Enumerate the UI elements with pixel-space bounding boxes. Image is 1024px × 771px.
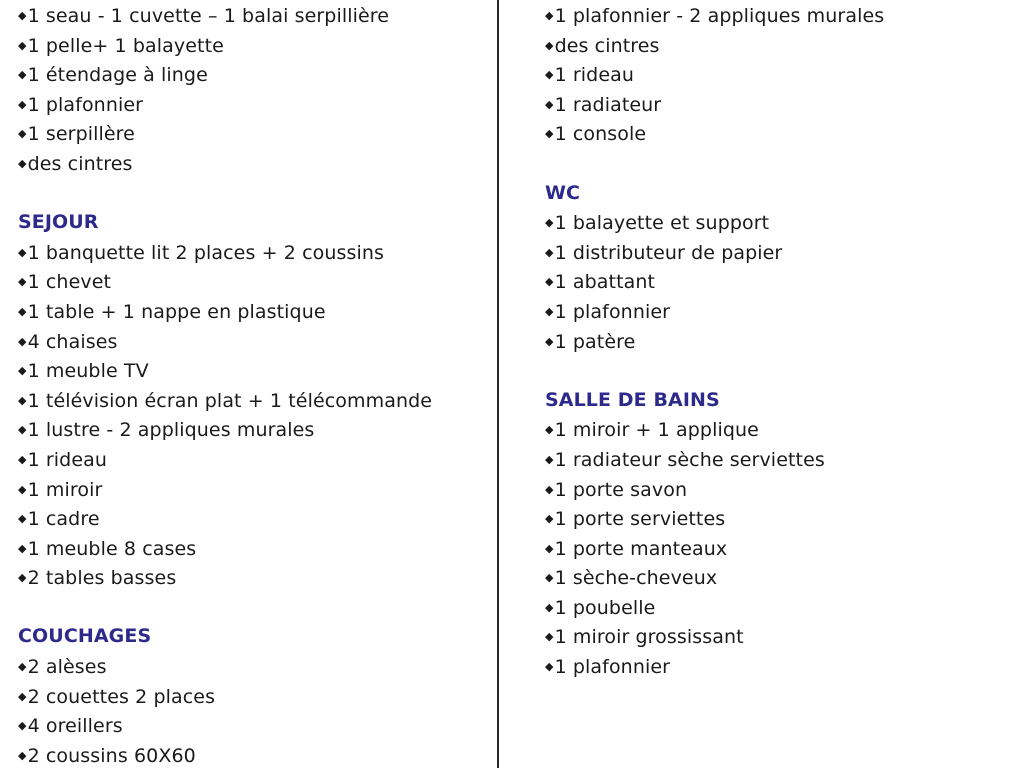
section-heading: SALLE DE BAINS [545, 388, 720, 411]
diamond-bullet-icon: ◆ [18, 364, 27, 378]
list-item [545, 119, 1015, 149]
list-item [545, 60, 1015, 90]
list-item-text: des cintres [554, 34, 660, 57]
list-item [18, 534, 488, 564]
diamond-bullet-icon: ◆ [18, 38, 27, 52]
list-item [18, 711, 488, 741]
list-item [18, 475, 488, 505]
list-item [18, 149, 488, 179]
list-item-text: 1 radiateur [554, 93, 662, 116]
list-item [545, 90, 1015, 120]
list-item-text: 1 distributeur de papier [554, 241, 783, 264]
list-item [545, 652, 1015, 682]
diamond-bullet-icon: ◆ [545, 482, 554, 496]
diamond-bullet-icon: ◆ [545, 600, 554, 614]
list-item-text: 1 radiateur sèche serviettes [554, 448, 825, 471]
list-item [545, 238, 1015, 268]
list-item-text: 2 couettes 2 places [27, 685, 216, 708]
list-item-text: 1 patère [554, 330, 636, 353]
diamond-bullet-icon: ◆ [545, 275, 554, 289]
list-item-text: 1 étendage à linge [27, 64, 208, 87]
list-item [18, 563, 488, 593]
list-item [545, 475, 1015, 505]
diamond-bullet-icon: ◆ [18, 719, 27, 733]
diamond-bullet-icon: ◆ [545, 334, 554, 348]
diamond-bullet-icon: ◆ [545, 127, 554, 141]
diamond-bullet-icon: ◆ [545, 571, 554, 585]
diamond-bullet-icon: ◆ [545, 541, 554, 555]
spacer [18, 179, 488, 209]
list-item [18, 652, 488, 682]
diamond-bullet-icon: ◆ [545, 216, 554, 230]
list-item-text: 1 lustre - 2 appliques murales [27, 419, 315, 442]
diamond-bullet-icon: ◆ [18, 541, 27, 555]
diamond-bullet-icon: ◆ [18, 156, 27, 170]
list-item [18, 327, 488, 357]
diamond-bullet-icon: ◆ [18, 660, 27, 674]
spacer [18, 593, 488, 623]
list-item-text: 1 abattant [554, 271, 656, 294]
list-item-text: 1 miroir [27, 478, 103, 501]
list-item-text: 1 rideau [554, 64, 635, 87]
diamond-bullet-icon: ◆ [18, 689, 27, 703]
column-divider [497, 0, 499, 768]
diamond-bullet-icon: ◆ [18, 748, 27, 762]
list-item [545, 622, 1015, 652]
diamond-bullet-icon: ◆ [18, 334, 27, 348]
list-item-text: 2 alèses [27, 656, 107, 679]
section-heading: SEJOUR [18, 211, 99, 234]
list-item-text: 1 plafonnier [554, 300, 671, 323]
diamond-bullet-icon: ◆ [18, 68, 27, 82]
list-item [545, 297, 1015, 327]
list-item [545, 445, 1015, 475]
list-item-text: 1 meuble TV [27, 360, 149, 383]
diamond-bullet-icon: ◆ [18, 304, 27, 318]
diamond-bullet-icon: ◆ [545, 630, 554, 644]
diamond-bullet-icon: ◆ [545, 245, 554, 259]
inventory-right-column [545, 1, 1015, 682]
list-item-text: des cintres [27, 152, 133, 175]
diamond-bullet-icon: ◆ [545, 68, 554, 82]
list-item [18, 356, 488, 386]
spacer [545, 356, 1015, 386]
list-item [18, 1, 488, 31]
list-item [18, 238, 488, 268]
list-item-text: 1 poubelle [554, 596, 656, 619]
list-item-text: 1 porte savon [554, 478, 688, 501]
list-item [18, 415, 488, 445]
list-item-text: 1 seau - 1 cuvette – 1 balai serpillière [27, 5, 390, 27]
list-item [545, 267, 1015, 297]
list-item-text: 1 porte manteaux [554, 537, 728, 560]
list-item [18, 31, 488, 61]
list-item-text: 1 console [554, 123, 647, 146]
list-item-text: 1 plafonnier - 2 appliques murales [554, 5, 885, 27]
diamond-bullet-icon: ◆ [545, 660, 554, 674]
list-item-text: 4 chaises [27, 330, 118, 353]
section-heading: WC [545, 181, 581, 204]
list-item-text: 1 miroir grossissant [554, 626, 744, 649]
spacer [545, 149, 1015, 179]
diamond-bullet-icon: ◆ [545, 512, 554, 526]
list-item [18, 682, 488, 712]
diamond-bullet-icon: ◆ [18, 127, 27, 141]
list-item-text: 1 miroir + 1 applique [554, 419, 759, 442]
diamond-bullet-icon: ◆ [18, 9, 27, 22]
list-item [18, 60, 488, 90]
list-item [545, 1, 1015, 31]
list-item-text: 1 cadre [27, 508, 100, 531]
list-item [545, 31, 1015, 61]
diamond-bullet-icon: ◆ [18, 512, 27, 526]
list-item [18, 90, 488, 120]
list-item-text: 1 télévision écran plat + 1 télécommande [27, 389, 433, 412]
list-item [545, 208, 1015, 238]
list-item [545, 593, 1015, 623]
list-item-text: 1 serpillère [27, 123, 135, 146]
diamond-bullet-icon: ◆ [545, 304, 554, 318]
diamond-bullet-icon: ◆ [545, 452, 554, 466]
list-item-text: 4 oreillers [27, 715, 123, 738]
diamond-bullet-icon: ◆ [545, 9, 554, 22]
list-item-text: 1 plafonnier [27, 93, 144, 116]
list-item-text: 1 balayette et support [554, 212, 770, 235]
diamond-bullet-icon: ◆ [545, 423, 554, 437]
diamond-bullet-icon: ◆ [545, 97, 554, 111]
list-item [18, 297, 488, 327]
list-item-text: 1 banquette lit 2 places + 2 coussins [27, 241, 385, 264]
list-item-text: 1 porte serviettes [554, 508, 726, 531]
list-item [545, 504, 1015, 534]
inventory-left-column [18, 1, 488, 770]
list-item [18, 504, 488, 534]
list-item [545, 415, 1015, 445]
list-item [545, 327, 1015, 357]
list-item [545, 563, 1015, 593]
diamond-bullet-icon: ◆ [18, 245, 27, 259]
section-heading: COUCHAGES [18, 625, 152, 648]
list-item-text: 1 sèche-cheveux [554, 567, 718, 590]
list-item-text: 1 meuble 8 cases [27, 537, 197, 560]
list-item-text: 2 tables basses [27, 567, 177, 590]
list-item [18, 267, 488, 297]
list-item-text: 1 table + 1 nappe en plastique [27, 300, 326, 323]
list-item-text: 2 coussins 60X60 [27, 744, 196, 767]
list-item [18, 119, 488, 149]
diamond-bullet-icon: ◆ [18, 482, 27, 496]
diamond-bullet-icon: ◆ [18, 571, 27, 585]
diamond-bullet-icon: ◆ [18, 97, 27, 111]
list-item-text: 1 pelle+ 1 balayette [27, 34, 224, 57]
list-item-text: 1 rideau [27, 448, 108, 471]
diamond-bullet-icon: ◆ [545, 38, 554, 52]
diamond-bullet-icon: ◆ [18, 423, 27, 437]
list-item-text: 1 chevet [27, 271, 112, 294]
diamond-bullet-icon: ◆ [18, 393, 27, 407]
diamond-bullet-icon: ◆ [18, 452, 27, 466]
list-item [545, 534, 1015, 564]
list-item [18, 386, 488, 416]
list-item-text: 1 plafonnier [554, 656, 671, 679]
diamond-bullet-icon: ◆ [18, 275, 27, 289]
list-item [18, 445, 488, 475]
list-item [18, 741, 488, 771]
